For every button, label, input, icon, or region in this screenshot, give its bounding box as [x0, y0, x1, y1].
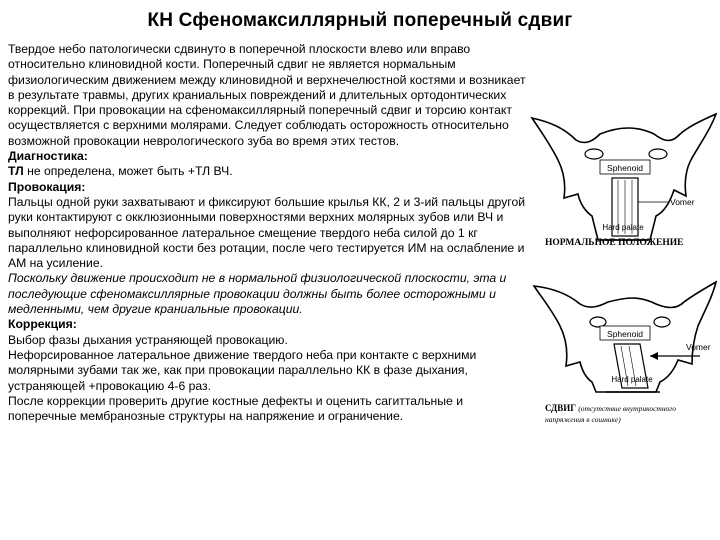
right-foramen-shifted [654, 317, 670, 327]
correction-text-1: Выбор фазы дыхания устраняющей провокацию. [8, 332, 288, 347]
tl-line [8, 164, 533, 179]
page-title: КН Сфеномаксиллярный поперечный сдвиг [147, 10, 573, 31]
diagnostics-heading: Диагностика: [8, 149, 88, 164]
sphenoid-outline [532, 114, 716, 240]
tl-label: ТЛ [8, 164, 24, 179]
sphenoid-label: Sphenoid [607, 163, 643, 173]
main-text [8, 42, 533, 424]
normal-position-caption: НОРМАЛЬНОЕ ПОЛОЖЕНИЕ [545, 238, 684, 248]
intro-paragraph: Твердое небо патологически сдвинуто в поперечной плоскости влево или вправо относительно клиновидной кости. Поперечный сдвиг не является нормальным физиологическим движением между клиновидной и верхнечелюстной костями и возникает в результате травмы, других краниальных повреждений и длительных ортодонтических коррекций. При провокации на сфеномаксиллярный поперечный сдвиг и торсию контакт осуществляется с верхними молярами. Следует соблюдать осторожность относительно возможной провокации неврологического зуба во время этих тестов. [8, 42, 526, 148]
vomer-label: Vomer [670, 197, 695, 207]
correction-text-2: Нефорсированное латеральное движение твердого неба при контакте с верхними молярными зубами так же, как при провокации параллельно КК в фазе дыхания, устраняющей +провокацию 4-6 раз. [8, 347, 477, 393]
shift-figure [528, 268, 720, 398]
provocation-italic-note: Поскольку движение происходит не в нормальной физиологической плоскости, эта и последующие сфеномаксиллярные провокации должны быть более осторожными и медленными, чем другие краниальные провокации. [8, 271, 507, 317]
correction-text-3: После коррекции проверить другие костные дефекты и оценить сагиттальные и поперечные мембранозные структуры на напряжение и ограничение. [8, 393, 464, 424]
shift-arrow-head [650, 352, 658, 360]
hard-palate-label: Hard palate [602, 223, 644, 232]
shift-caption-main: СДВИГ [545, 403, 576, 413]
left-foramen-shifted [590, 317, 606, 327]
right-foramen [649, 149, 667, 159]
shift-caption [545, 403, 713, 425]
provocation-heading: Провокация: [8, 179, 86, 194]
provocation-text: Пальцы одной руки захватывают и фиксируют большие крылья КК, 2 и 3-ий пальцы другой руки контактируют с окклюзионными поверхностями верхних молярных зубов или ВЧ и выполняют нефорсированное латеральное смещение твердого неба силой до 1 кг параллельно клиновидной кости без ротации, после чего тестируется ИМ на ослабление и АМ на усиление. [8, 194, 526, 271]
hard-palate-label-shifted: Hard palate [611, 375, 653, 384]
left-foramen [585, 149, 603, 159]
sphenoid-label-shifted: Sphenoid [607, 329, 643, 339]
tl-text: не определена, может быть +ТЛ ВЧ. [23, 164, 233, 179]
vomer-label-shifted: Vomer [686, 342, 711, 352]
normal-position-figure [528, 98, 720, 248]
shift-caption-note: (отсутствие внутрикостного напряжения в сошнике) [545, 404, 676, 424]
correction-heading: Коррекция: [8, 317, 77, 332]
